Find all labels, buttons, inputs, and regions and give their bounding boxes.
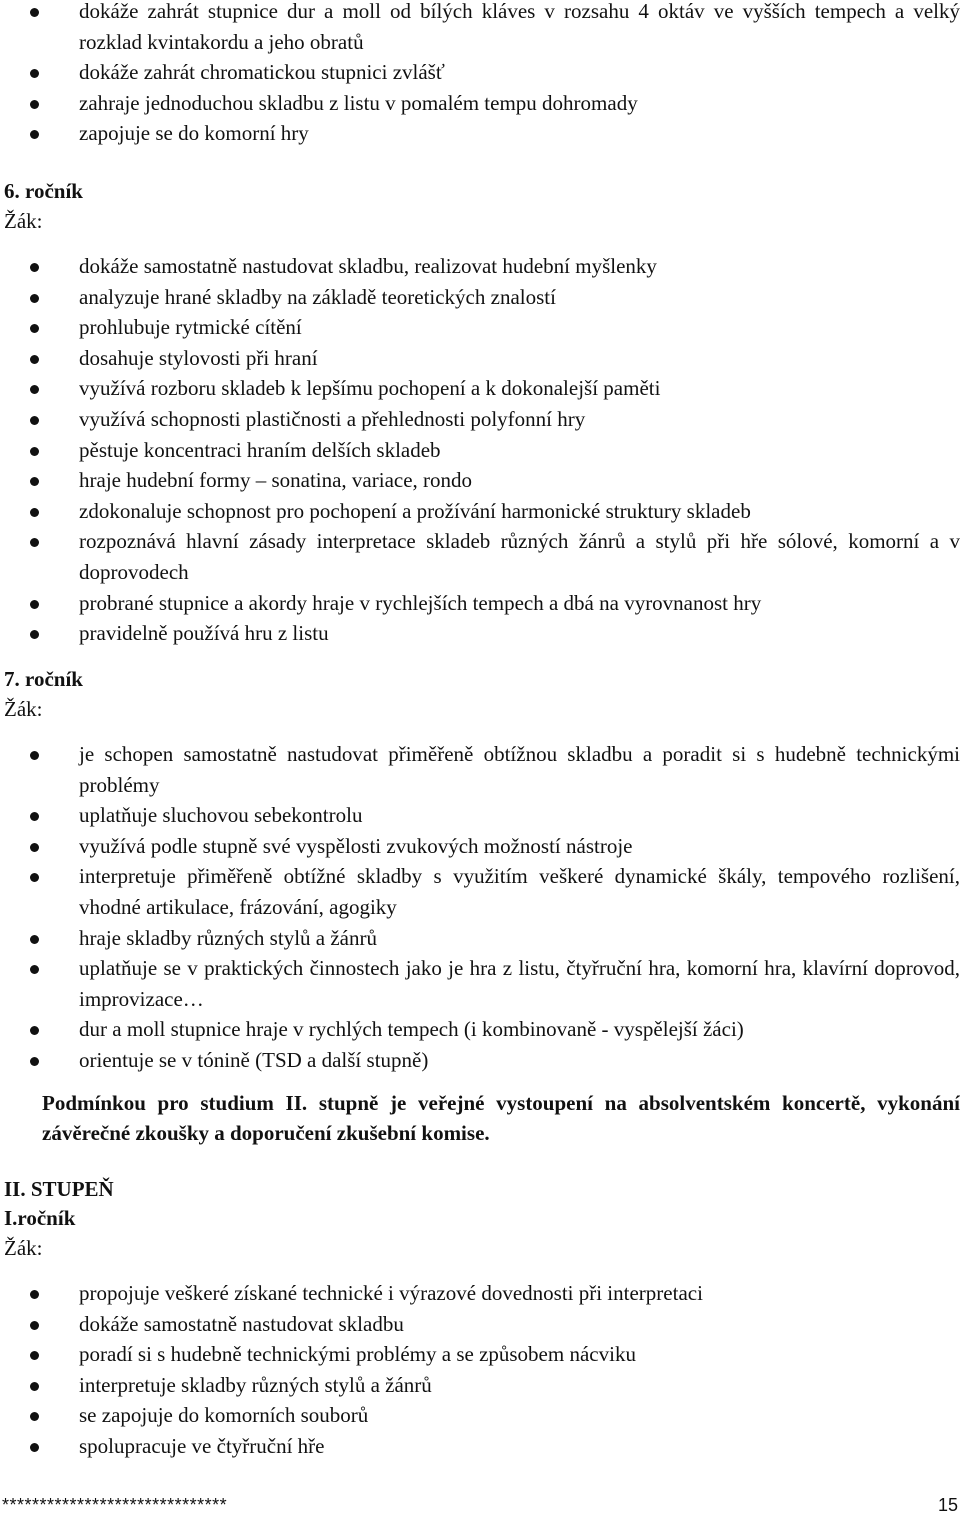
grade-7-outcomes-list (0, 739, 960, 1076)
list-item: uplatňuje se v praktických činnostech jako je hra z listu, čtyřruční hra, komorní hra, klavírní doprovod, improvizace… (0, 953, 960, 1014)
level-2-grade-1-outcomes-list (0, 1278, 960, 1462)
list-item: dokáže zahrát chromatickou stupnici zvlášť (0, 57, 960, 88)
list-item: orientuje se v tónině (TSD a další stupně) (0, 1045, 960, 1076)
list-item: dosahuje stylovosti při hraní (0, 343, 960, 374)
grade-6-section (0, 176, 960, 649)
list-item: interpretuje skladby různých stylů a žánrů (0, 1370, 960, 1401)
list-item: zahraje jednoduchou skladbu z listu v pomalém tempu dohromady (0, 88, 960, 119)
footer-separator-stars: ****************************** (2, 1495, 228, 1515)
list-item: zdokonaluje schopnost pro pochopení a prožívání harmonické struktury skladeb (0, 496, 960, 527)
level-2-student-label: Žák: (4, 1236, 43, 1260)
list-item: využívá podle stupně své vyspělosti zvukových možností nástroje (0, 831, 960, 862)
page-footer (0, 1494, 960, 1516)
list-item: hraje hudební formy – sonatina, variace, rondo (0, 465, 960, 496)
list-item: interpretuje přiměřeně obtížné skladby s využitím veškeré dynamické škály, tempového rozlišení, vhodné artikulace, frázování, agogiky (0, 861, 960, 922)
level-2-section (0, 1175, 960, 1462)
list-item: pravidelně používá hru z listu (0, 618, 960, 649)
level-2-grade-1-heading: I.ročník (4, 1206, 76, 1230)
list-item: rozpoznává hlavní zásady interpretace skladeb různých žánrů a stylů při hře sólové, komorní a v doprovodech (0, 526, 960, 587)
level-2-admission-condition: Podmínkou pro studium II. stupně je veřejné vystoupení na absolventském koncertě, vykonání závěrečné zkoušky a doporučení zkušební komise. (42, 1091, 960, 1145)
list-item: propojuje veškeré získané technické i výrazové dovednosti při interpretaci (0, 1278, 960, 1309)
list-item: dokáže samostatně nastudovat skladbu (0, 1309, 960, 1340)
list-item: spolupracuje ve čtyřruční hře (0, 1431, 960, 1462)
grade-6-student-label: Žák: (4, 209, 43, 233)
list-item: dokáže samostatně nastudovat skladbu, realizovat hudební myšlenky (0, 251, 960, 282)
list-item: zapojuje se do komorní hry (0, 118, 960, 149)
page-number: 15 (937, 1495, 958, 1515)
list-item: uplatňuje sluchovou sebekontrolu (0, 800, 960, 831)
level-2-heading: II. STUPEŇ (4, 1177, 114, 1201)
list-item: se zapojuje do komorních souborů (0, 1400, 960, 1431)
list-item: probrané stupnice a akordy hraje v rychlejších tempech a dbá na vyrovnanost hry (0, 588, 960, 619)
list-item: dur a moll stupnice hraje v rychlých tempech (i kombinovaně - vyspělejší žáci) (0, 1014, 960, 1045)
list-item: hraje skladby různých stylů a žánrů (0, 923, 960, 954)
list-item: analyzuje hrané skladby na základě teoretických znalostí (0, 282, 960, 313)
list-item: je schopen samostatně nastudovat přiměřeně obtížnou skladbu a poradit si s hudebně technickými problémy (0, 739, 960, 800)
grade-7-section (0, 664, 960, 1076)
continuation-list (0, 0, 960, 149)
grade-7-student-label: Žák: (4, 697, 43, 721)
grade-6-outcomes-list (0, 251, 960, 649)
grade-6-heading: 6. ročník (4, 179, 83, 203)
list-item: prohlubuje rytmické cítění (0, 312, 960, 343)
list-item: dokáže zahrát stupnice dur a moll od bílých kláves v rozsahu 4 oktáv ve vyšších tempech a velký rozklad kvintakordu a jeho obratů (0, 0, 960, 57)
list-item: poradí si s hudebně technickými problémy a se způsobem nácviku (0, 1339, 960, 1370)
grade-7-heading: 7. ročník (4, 667, 83, 691)
list-item: využívá rozboru skladeb k lepšímu pochopení a k dokonalejší paměti (0, 373, 960, 404)
list-item: pěstuje koncentraci hraním delších skladeb (0, 435, 960, 466)
list-item: využívá schopnosti plastičnosti a přehlednosti polyfonní hry (0, 404, 960, 435)
